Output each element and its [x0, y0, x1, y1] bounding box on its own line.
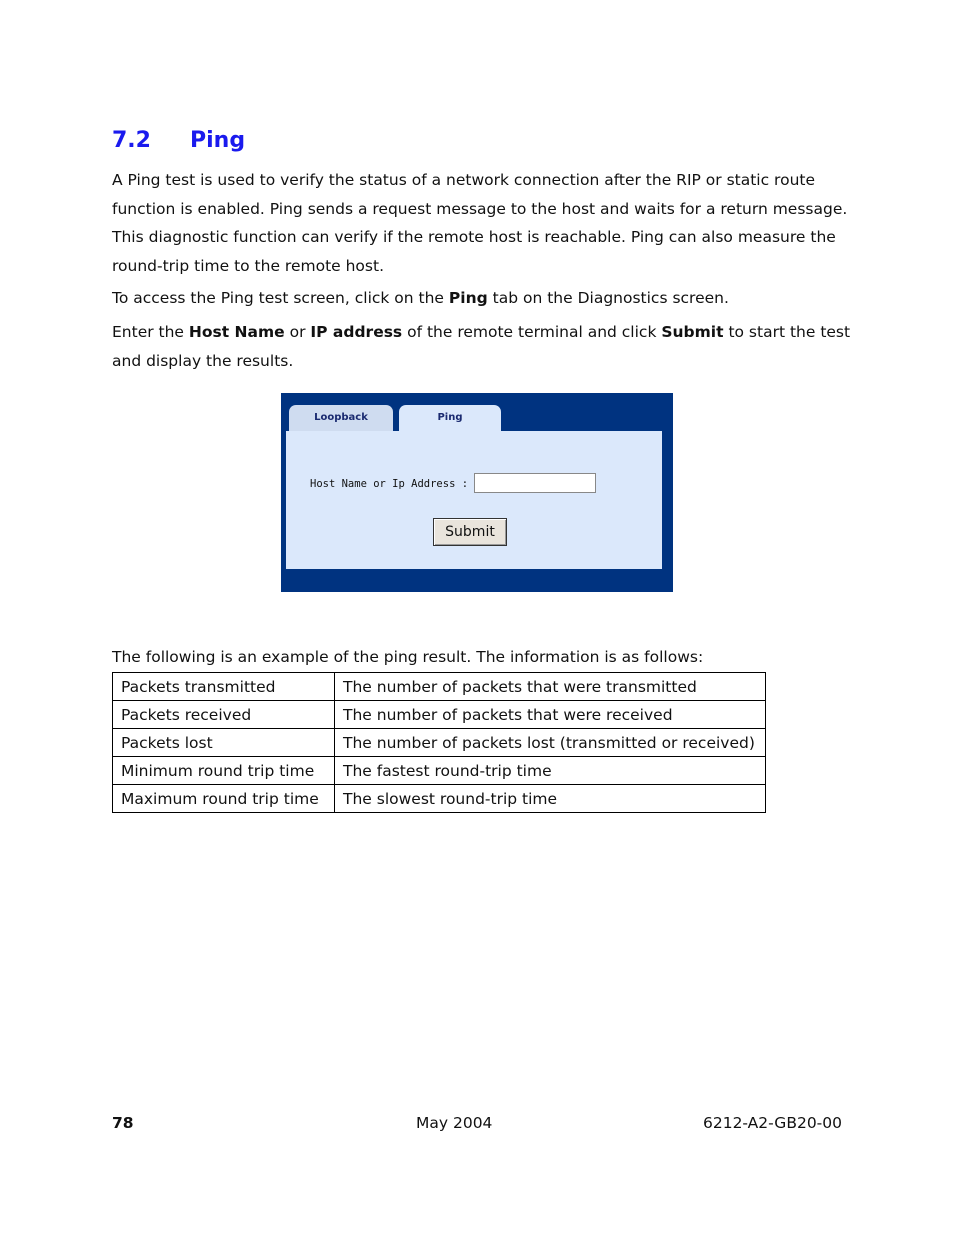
- ping-panel: [286, 431, 662, 569]
- tab-ping[interactable]: Ping: [399, 405, 501, 431]
- table-cell: The number of packets lost (transmitted or received): [335, 729, 766, 757]
- tab-loopback[interactable]: Loopback: [289, 405, 393, 431]
- host-input[interactable]: [474, 473, 596, 493]
- document-id: 6212-A2-GB20-00: [702, 1114, 842, 1132]
- table-cell: Minimum round trip time: [113, 757, 335, 785]
- section-heading: [112, 128, 245, 153]
- table-cell: Packets received: [113, 701, 335, 729]
- ping-result-table: [112, 672, 766, 813]
- footer-date: May 2004: [416, 1114, 493, 1132]
- text-span: to start the test and display the results.: [112, 323, 851, 370]
- table-cell: Packets transmitted: [113, 673, 335, 701]
- bold-term: Submit: [661, 323, 724, 341]
- table-row: [113, 785, 766, 813]
- table-cell: Packets lost: [113, 729, 335, 757]
- table-cell: The number of packets that were received: [335, 701, 766, 729]
- table-cell: The number of packets that were transmitted: [335, 673, 766, 701]
- bold-term: Ping: [448, 289, 488, 307]
- table-cell: The slowest round-trip time: [335, 785, 766, 813]
- section-number: 7.2: [112, 128, 151, 153]
- text-span: tab on the Diagnostics screen.: [487, 289, 729, 307]
- text-span: To access the Ping test screen, click on the: [112, 289, 449, 307]
- instruction-paragraph: [112, 318, 852, 375]
- bold-term: Host Name: [188, 323, 285, 341]
- submit-button[interactable]: Submit: [433, 518, 507, 546]
- table-row: [113, 701, 766, 729]
- text-span: Enter the: [112, 323, 189, 341]
- host-field-label: Host Name or Ip Address :: [310, 478, 469, 490]
- text-span: or: [284, 323, 311, 341]
- table-row: [113, 729, 766, 757]
- page-number: 78: [112, 1114, 134, 1132]
- ping-screen-screenshot: [281, 393, 673, 592]
- table-intro-paragraph: The following is an example of the ping result. The information is as follows:: [112, 648, 704, 666]
- text-span: of the remote terminal and click: [402, 323, 662, 341]
- table-row: [113, 673, 766, 701]
- table-row: [113, 757, 766, 785]
- section-title: Ping: [190, 128, 246, 153]
- table-cell: The fastest round-trip time: [335, 757, 766, 785]
- table-cell: Maximum round trip time: [113, 785, 335, 813]
- bold-term: IP address: [310, 323, 403, 341]
- intro-paragraph: A Ping test is used to verify the status of a network connection after the RIP or static route function is enabled. Ping sends a request message to the host and waits for a return message. This diagnostic function can verify if the remote host is reachable. Ping can also measure the round-trip time to the remote host.: [112, 171, 848, 275]
- access-paragraph: [112, 284, 852, 313]
